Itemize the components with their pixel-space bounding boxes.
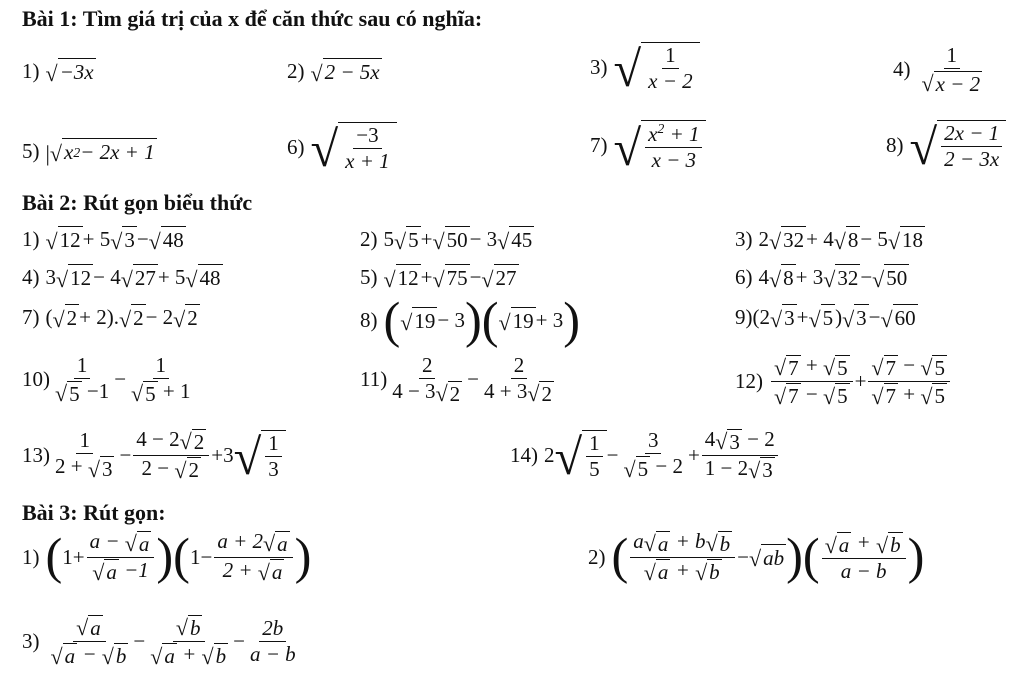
radical: √ $\frac{1}{x - 2}$: [614, 42, 700, 92]
bai1-heading: Bài 1: Tìm giá trị của x để căn thức sau có nghĩa:: [22, 6, 483, 31]
bai3-heading: Bài 3: Rút gọn:: [22, 500, 166, 525]
bai1-item-8: [886, 118, 1006, 175]
bai2-item-12: 12) √ 7 + √ 5 √ 7 − √ 5 + √ 7 − √ 5 √ 7 + √ 5: [735, 354, 952, 408]
bai3-item-1: 1) ( 1 + a − √ a √ a −1 )( 1 − a + 2 √ a 2 + √ a ): [22, 528, 312, 585]
radical: √ 2 − 5x: [310, 60, 380, 86]
bai3-item-2: 2) ( a √ a + b √ b √ a + √ b − √ ab )( √ a + √ b a − b ): [588, 528, 925, 585]
bai1-item-4: 4) 1 √ x − 2: [893, 43, 981, 97]
bai2-item-13: 13) 1 2 + √ 3 − 4 − 2 √ 2 2 − √ 2 +3 √ $\frac{1}{3}$: [22, 428, 286, 482]
bai2-item-3: 3) 2 √ 32 + 4 √ 8 − 5 √ 18: [735, 227, 924, 254]
item-number: 3): [590, 54, 608, 79]
bai2-item-2: 2) 5 √ 5 + √ 50 − 3 √ 45: [360, 227, 533, 254]
radical: √ $\frac{2x - 1}{2 - 3x}$: [910, 120, 1007, 170]
bai2-item-9: 9) (2 √ 3 + √ 5 ) √ 3 − √ 60: [735, 305, 916, 332]
bai2-item-14: 14) 2 √ $\frac{1}{5}$ − 3 √ 5 − 2 + 4 √ 3 − 2 1 − 2 √ 3: [510, 428, 780, 482]
bai2-item-4: 4) 3 √ 12 − 4 √ 27 + 5 √ 48: [22, 265, 221, 292]
radical: |√ x 2 − 2x + 1: [45, 140, 155, 166]
bai1-item-1: [22, 58, 96, 85]
item-number: 6): [287, 134, 305, 159]
bai2-heading: Bài 2: Rút gọn biểu thức: [22, 190, 253, 215]
radical: √ −3x: [45, 60, 94, 86]
item-number: 5): [22, 139, 40, 163]
bai2-item-8: 8) ( √ 19 − 3 )( √ 19 + 3 ): [360, 292, 581, 348]
item-number: 2): [287, 59, 305, 83]
bai1-item-7: [590, 119, 706, 176]
item-number: 8): [886, 132, 904, 157]
bai3-item-3: 3) √ a √ a − √ b − √ b √ a + √ b − $\frac{2b}{a - b}$: [22, 615, 296, 669]
item-number: 1): [22, 59, 40, 83]
bai1-item-6: [287, 120, 397, 177]
radical: √ $\frac{x^2 + 1}{x - 3}$: [614, 120, 707, 171]
bai2-item-6: 6) 4 √ 8 + 3 √ 32 − √ 50: [735, 265, 908, 292]
item-number: 7): [590, 133, 608, 158]
bai2-item-5: 5) √ 12 + √ 75 − √ 27: [360, 265, 517, 292]
bai1-item-5: [22, 138, 157, 165]
bai2-item-7: 7) ( √ 2 + 2). √ 2 − 2 √ 2: [22, 305, 198, 332]
bai1-item-2: [287, 58, 382, 85]
bai2-item-10: 10) 1 √ 5 −1 − 1 √ 5 + 1: [22, 353, 191, 407]
item-number: 4): [893, 57, 911, 82]
bai2-item-11: 11) 2 4 − 3 √ 2 − 2 4 + 3 √ 2: [360, 353, 552, 407]
bai2-item-1: 1) √ 12 + 5 √ 3 − √ 48: [22, 227, 184, 254]
radical: √ $\frac{-3}{x + 1}$: [311, 122, 397, 172]
bai1-item-3: [590, 40, 700, 97]
